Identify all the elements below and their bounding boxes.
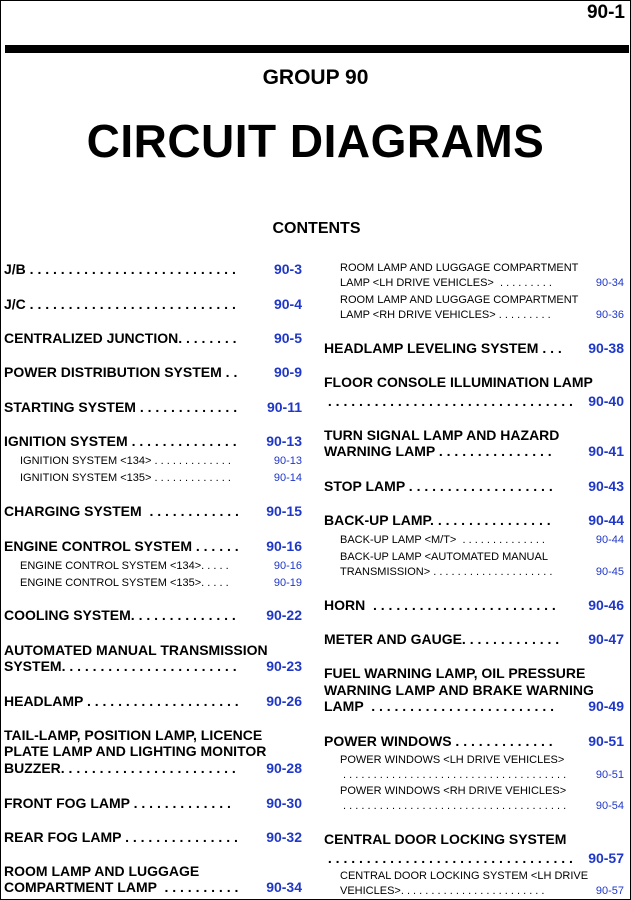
- toc-entry-label: TRANSMISSION> . . . . . . . . . . . . . . . . . . . .: [340, 566, 553, 578]
- toc-entry-label: J/B . . . . . . . . . . . . . . . . . . . . . . . . . . .: [4, 261, 236, 277]
- toc-page-link[interactable]: 90-47: [588, 631, 624, 647]
- toc-page-link[interactable]: 90-15: [266, 503, 302, 519]
- toc-page-link[interactable]: 90-32: [266, 829, 302, 845]
- toc-entry-label: . . . . . . . . . . . . . . . . . . . . . . . . . . . . . . . . . . . . .: [340, 769, 567, 781]
- toc-entry-label: FLOOR CONSOLE ILLUMINATION LAMP: [324, 374, 593, 390]
- toc-page-link[interactable]: 90-16: [266, 538, 302, 554]
- toc-page-link[interactable]: 90-40: [588, 393, 624, 409]
- toc-page-link[interactable]: 90-51: [588, 733, 624, 749]
- toc-page-link[interactable]: 90-11: [266, 399, 302, 415]
- toc-entry-label: WARNING LAMP . . . . . . . . . . . . . . .: [324, 443, 552, 459]
- toc-page-link[interactable]: 90-28: [266, 760, 302, 776]
- toc-entry-label: COOLING SYSTEM. . . . . . . . . . . . . .: [4, 607, 236, 623]
- toc-entry-label: POWER WINDOWS . . . . . . . . . . . . .: [324, 733, 553, 749]
- group-heading: GROUP 90: [262, 66, 369, 89]
- toc-entry-label: ROOM LAMP AND LUGGAGE: [4, 863, 200, 879]
- toc-entry-label: BUZZER. . . . . . . . . . . . . . . . . . . . . . .: [4, 760, 236, 776]
- toc-entry-label: CHARGING SYSTEM . . . . . . . . . . . .: [4, 503, 239, 519]
- toc-entry-label: AUTOMATED MANUAL TRANSMISSION: [4, 642, 268, 658]
- page-title: CIRCUIT DIAGRAMS: [86, 115, 545, 167]
- page-number: 90-1: [586, 2, 625, 23]
- toc-entry-label: FUEL WARNING LAMP, OIL PRESSURE: [324, 665, 586, 681]
- toc-entry-label: STARTING SYSTEM . . . . . . . . . . . . .: [4, 399, 238, 415]
- toc-page-link[interactable]: 90-9: [273, 364, 302, 380]
- toc-page-link[interactable]: 90-26: [266, 693, 302, 709]
- toc-entry-label: METER AND GAUGE. . . . . . . . . . . . .: [324, 631, 560, 647]
- toc-entry-label: ROOM LAMP AND LUGGAGE COMPARTMENT: [340, 262, 579, 274]
- toc-entry-label: POWER WINDOWS <RH DRIVE VEHICLES>: [340, 785, 567, 797]
- toc-page-link[interactable]: 90-14: [273, 472, 302, 484]
- toc-entry-label: BACK-UP LAMP <M/T> . . . . . . . . . . . . . .: [340, 534, 545, 546]
- toc-page-link[interactable]: 90-5: [273, 330, 302, 346]
- toc-entry-label: ENGINE CONTROL SYSTEM <135>. . . . .: [20, 577, 229, 589]
- toc-page-link[interactable]: 90-49: [588, 698, 624, 714]
- toc-page-link[interactable]: 90-44: [588, 512, 624, 528]
- toc-page-link[interactable]: 90-34: [266, 879, 302, 895]
- toc-entry-label: LAMP <LH DRIVE VEHICLES> . . . . . . . . .: [340, 277, 552, 289]
- toc-entry-label: LAMP <RH DRIVE VEHICLES> . . . . . . . . .: [340, 309, 551, 321]
- toc-page-link[interactable]: 90-30: [266, 795, 302, 811]
- toc-entry-label: CENTRALIZED JUNCTION. . . . . . . .: [4, 330, 237, 346]
- contents-heading: CONTENTS: [272, 220, 361, 237]
- toc-entry-label: HEADLAMP LEVELING SYSTEM . . .: [324, 340, 562, 356]
- toc-entry-label: CENTRAL DOOR LOCKING SYSTEM: [324, 831, 567, 847]
- toc-page-link[interactable]: 90-43: [588, 478, 624, 494]
- toc-entry-label: SYSTEM. . . . . . . . . . . . . . . . . . . . . . .: [4, 658, 237, 674]
- toc-entry-label: ENGINE CONTROL SYSTEM . . . . . .: [4, 538, 239, 554]
- toc-page-link[interactable]: 90-13: [273, 455, 302, 467]
- toc-entry-label: POWER WINDOWS <LH DRIVE VEHICLES>: [340, 754, 565, 766]
- toc-page-link[interactable]: 90-34: [595, 277, 624, 289]
- toc-entry-label: CENTRAL DOOR LOCKING SYSTEM <LH DRIVE: [340, 870, 589, 882]
- toc-page-link[interactable]: 90-38: [588, 340, 624, 356]
- toc-entry-label: J/C . . . . . . . . . . . . . . . . . . . . . . . . . . .: [4, 296, 236, 312]
- toc-page-link[interactable]: 90-46: [588, 597, 624, 613]
- toc-entry-label: BACK-UP LAMP. . . . . . . . . . . . . . . .: [324, 512, 551, 528]
- toc-entry-label: ROOM LAMP AND LUGGAGE COMPARTMENT: [340, 294, 579, 306]
- toc-page-link[interactable]: 90-3: [273, 261, 302, 277]
- toc-entry-label: IGNITION SYSTEM <135> . . . . . . . . . . . . .: [20, 472, 231, 484]
- toc-page-link[interactable]: 90-4: [273, 296, 302, 312]
- toc-page-link[interactable]: 90-45: [595, 566, 624, 578]
- toc-entry-label: HORN . . . . . . . . . . . . . . . . . . . . . . . .: [324, 597, 556, 613]
- toc-page-link[interactable]: 90-23: [266, 658, 302, 674]
- toc-entry-label: IGNITION SYSTEM <134> . . . . . . . . . . . . .: [20, 455, 231, 467]
- toc-entry-label: LAMP . . . . . . . . . . . . . . . . . . . . . . . .: [324, 698, 555, 714]
- toc-entry-label: VEHICLES>. . . . . . . . . . . . . . . . . . . . . . . .: [340, 885, 545, 897]
- toc-entry-label: FRONT FOG LAMP . . . . . . . . . . . . .: [4, 795, 231, 811]
- toc-entry-label: TAIL-LAMP, POSITION LAMP, LICENCE: [4, 727, 263, 743]
- toc-page-link[interactable]: 90-44: [595, 534, 624, 546]
- toc-page-link[interactable]: 90-36: [595, 309, 624, 321]
- toc-entry-label: POWER DISTRIBUTION SYSTEM . .: [4, 364, 238, 380]
- toc-entry-label: . . . . . . . . . . . . . . . . . . . . . . . . . . . . . . . . . . . . .: [340, 800, 567, 812]
- toc-left-column: [4, 0, 302, 900]
- toc-entry-label: IGNITION SYSTEM . . . . . . . . . . . . . .: [4, 433, 237, 449]
- toc-right-column: [324, 0, 624, 900]
- toc-entry-label: COMPARTMENT LAMP . . . . . . . . . .: [4, 879, 239, 895]
- toc-entry-label: STOP LAMP . . . . . . . . . . . . . . . . . . .: [324, 478, 553, 494]
- toc-entry-label: . . . . . . . . . . . . . . . . . . . . . . . . . . . . . . . .: [324, 393, 573, 409]
- toc-page-link[interactable]: 90-16: [273, 560, 302, 572]
- toc-entry-label: HEADLAMP . . . . . . . . . . . . . . . . . . . .: [4, 693, 239, 709]
- toc-entry-label: BACK-UP LAMP <AUTOMATED MANUAL: [340, 551, 548, 563]
- toc-entry-label: ENGINE CONTROL SYSTEM <134>. . . . .: [20, 560, 229, 572]
- toc-entry-label: WARNING LAMP AND BRAKE WARNING: [324, 682, 594, 698]
- toc-page-link[interactable]: 90-51: [595, 769, 624, 781]
- toc-page-link[interactable]: 90-57: [588, 850, 624, 866]
- toc-page-link[interactable]: 90-54: [595, 800, 624, 812]
- toc-entry-label: TURN SIGNAL LAMP AND HAZARD: [324, 427, 560, 443]
- toc-page-link[interactable]: 90-19: [273, 577, 302, 589]
- toc-entry-label: PLATE LAMP AND LIGHTING MONITOR: [4, 743, 267, 759]
- toc-entry-label: . . . . . . . . . . . . . . . . . . . . . . . . . . . . . . . .: [324, 850, 573, 866]
- toc-page-link[interactable]: 90-57: [595, 885, 624, 897]
- toc-page-link[interactable]: 90-41: [588, 443, 624, 459]
- toc-page-link[interactable]: 90-13: [266, 433, 302, 449]
- toc-entry-label: REAR FOG LAMP . . . . . . . . . . . . . . .: [4, 829, 238, 845]
- toc-page-link[interactable]: 90-22: [266, 607, 302, 623]
